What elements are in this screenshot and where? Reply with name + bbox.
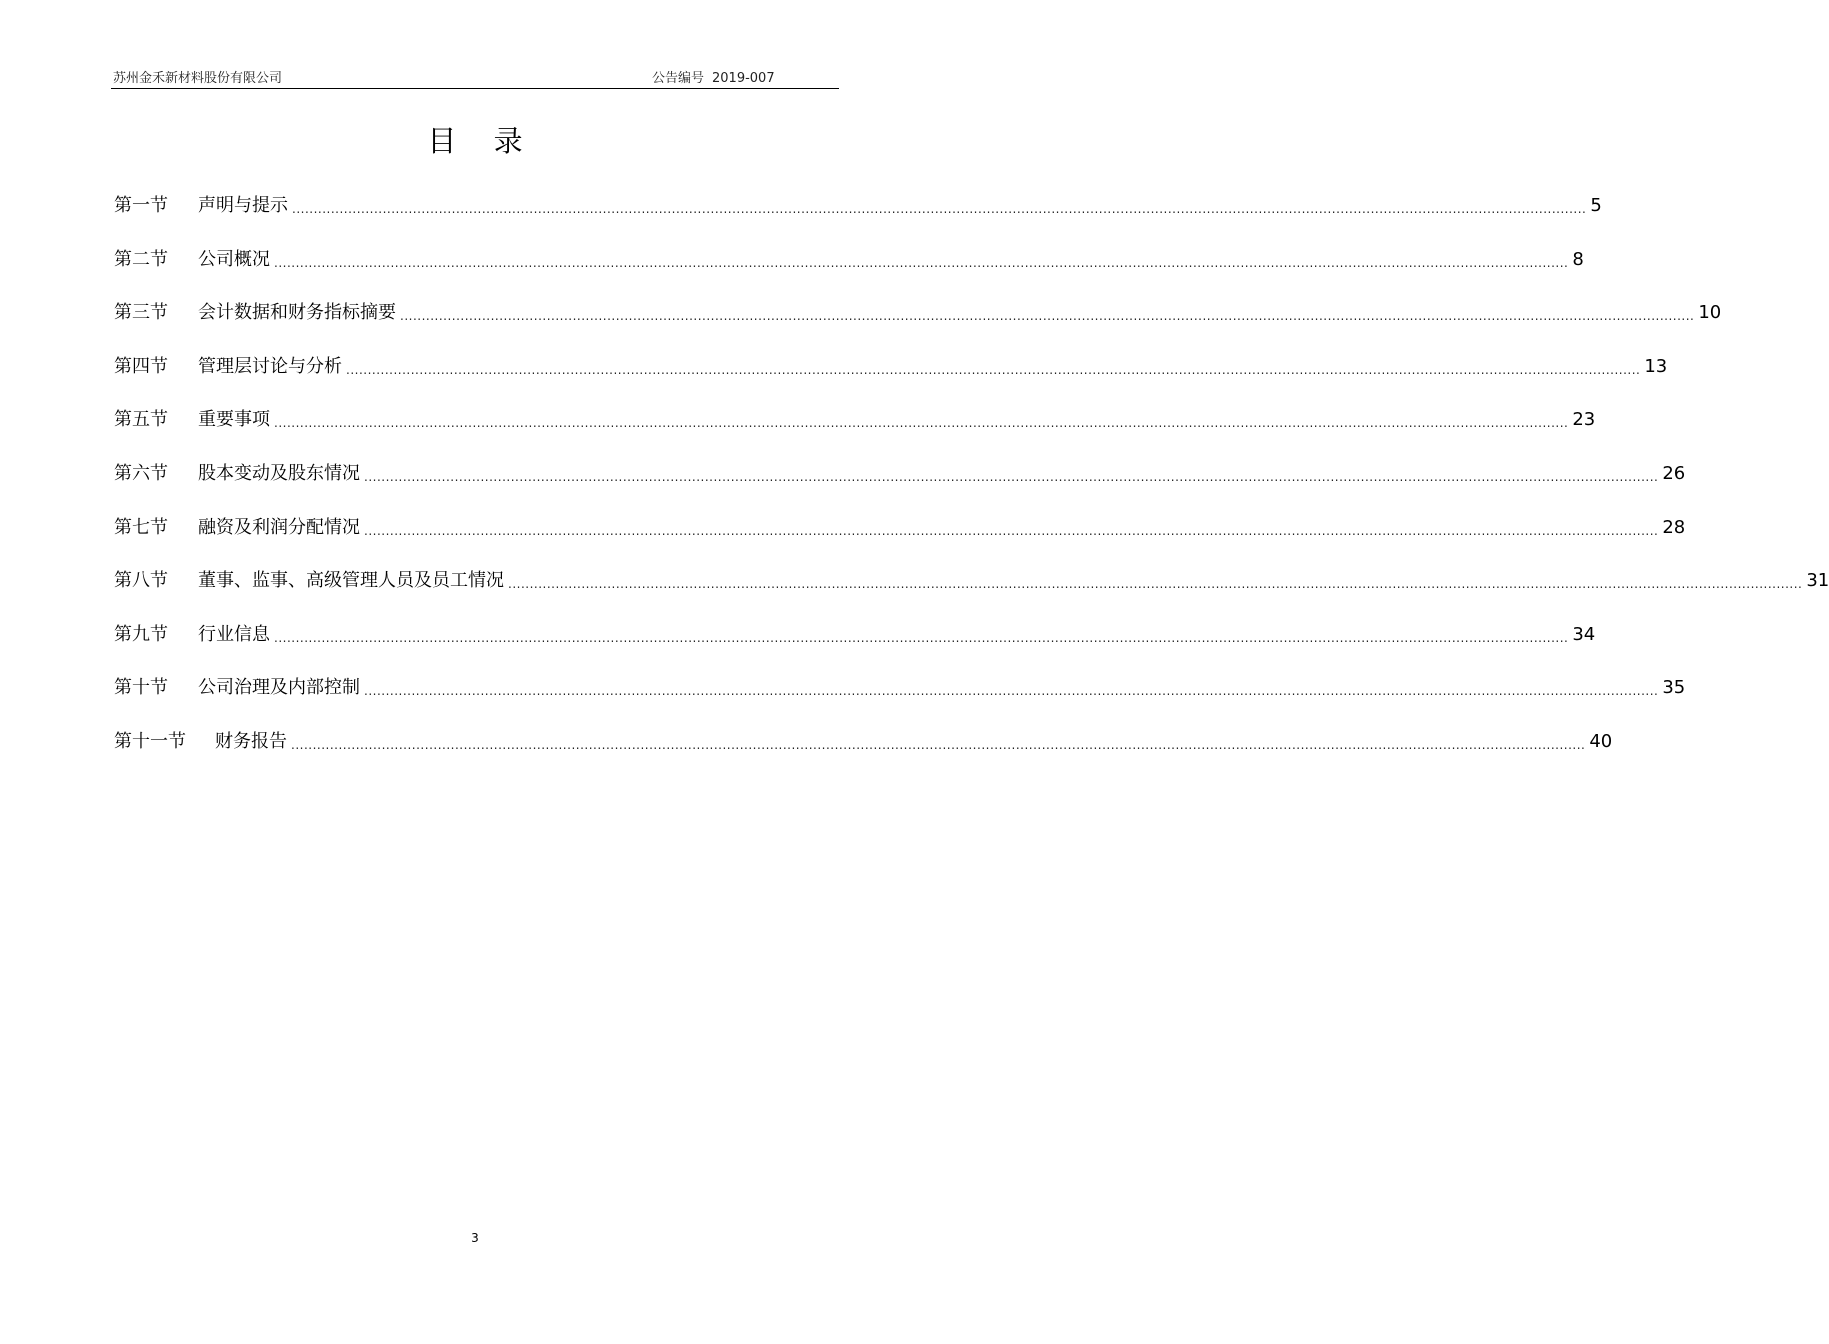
toc-page-number: 35 (1662, 677, 1686, 699)
toc-section-number: 第一节 (114, 195, 168, 216)
toc-section-number: 第二节 (114, 248, 168, 270)
toc-entry[interactable] (114, 726, 1613, 780)
toc-entry[interactable] (114, 565, 1829, 619)
toc-dot-leader: ............................................................................................................................................................................................................................................................................................................ (274, 630, 1569, 645)
toc-entry[interactable] (114, 619, 1596, 673)
toc-entry[interactable] (114, 190, 1602, 244)
toc-section-title: 融资及利润分配情况 (198, 516, 360, 538)
toc-entry[interactable] (114, 404, 1596, 458)
toc-page-number: 23 (1572, 409, 1596, 431)
toc-dot-leader: ............................................................................................................................................................................................................................................................................................................ (364, 684, 1659, 699)
toc-section-title: 重要事项 (198, 409, 270, 431)
toc-entry[interactable] (114, 512, 1686, 566)
toc-dot-leader: ............................................................................................................................................................................................................................................................................................................ (291, 737, 1586, 752)
toc-dot-leader: ............................................................................................................................................................................................................................................................................................................ (292, 202, 1587, 216)
toc-section-number: 第四节 (114, 355, 168, 377)
toc-section-number: 第十节 (114, 677, 168, 699)
toc-page-number: 34 (1572, 623, 1596, 645)
toc-entry[interactable] (114, 672, 1686, 726)
header-notice (652, 67, 775, 86)
header-divider (111, 88, 839, 89)
toc-section-title: 股本变动及股东情况 (198, 462, 360, 484)
toc-section-number: 第八节 (114, 570, 168, 592)
toc-section-title: 会计数据和财务指标摘要 (198, 302, 396, 324)
toc-section-title: 财务报告 (215, 730, 287, 752)
toc-section-title: 声明与提示 (198, 195, 288, 216)
toc-page-number: 31 (1806, 570, 1829, 592)
toc-entry[interactable] (114, 458, 1686, 512)
toc-entry[interactable] (114, 297, 1722, 351)
toc-title: 目 录 (427, 124, 537, 158)
header-company-name: 苏州金禾新材料股份有限公司 (113, 71, 283, 86)
toc-dot-leader: ............................................................................................................................................................................................................................................................................................................ (508, 577, 1803, 592)
toc-section-number: 第六节 (114, 462, 168, 484)
toc-page-number: 10 (1698, 302, 1722, 324)
toc-section-title: 行业信息 (198, 623, 270, 645)
toc-page-number: 40 (1589, 730, 1613, 752)
toc-dot-leader: ............................................................................................................................................................................................................................................................................................................ (400, 309, 1695, 324)
toc-page-number: 13 (1644, 355, 1668, 377)
toc-dot-leader: ............................................................................................................................................................................................................................................................................................................ (274, 416, 1569, 431)
toc-entry[interactable] (114, 244, 1584, 298)
toc-page-number: 26 (1662, 462, 1686, 484)
toc-section-title: 管理层讨论与分析 (198, 355, 342, 377)
toc-section-number: 第七节 (114, 516, 168, 538)
toc-page-number: 5 (1590, 195, 1602, 216)
toc-dot-leader: ............................................................................................................................................................................................................................................................................................................ (364, 523, 1659, 538)
toc-section-title: 公司概况 (198, 248, 270, 270)
toc-section-title: 公司治理及内部控制 (198, 677, 360, 699)
toc-section-number: 第三节 (114, 302, 168, 324)
toc-dot-leader: ............................................................................................................................................................................................................................................................................................................ (274, 255, 1569, 270)
toc-section-number: 第九节 (114, 623, 168, 645)
page-number: 3 (471, 1231, 479, 1245)
toc-page-number: 28 (1662, 516, 1686, 538)
table-of-contents (114, 190, 1829, 780)
toc-section-number: 第五节 (114, 409, 168, 431)
header-notice-number: 2019-007 (712, 71, 775, 86)
toc-dot-leader: ............................................................................................................................................................................................................................................................................................................ (346, 362, 1641, 377)
toc-section-title: 董事、监事、高级管理人员及员工情况 (198, 570, 504, 592)
toc-section-number: 第十一节 (114, 730, 186, 752)
toc-dot-leader: ............................................................................................................................................................................................................................................................................................................ (364, 469, 1659, 484)
toc-entry[interactable] (114, 351, 1668, 405)
header-notice-label: 公告编号 (652, 71, 705, 86)
toc-page-number: 8 (1572, 248, 1584, 270)
